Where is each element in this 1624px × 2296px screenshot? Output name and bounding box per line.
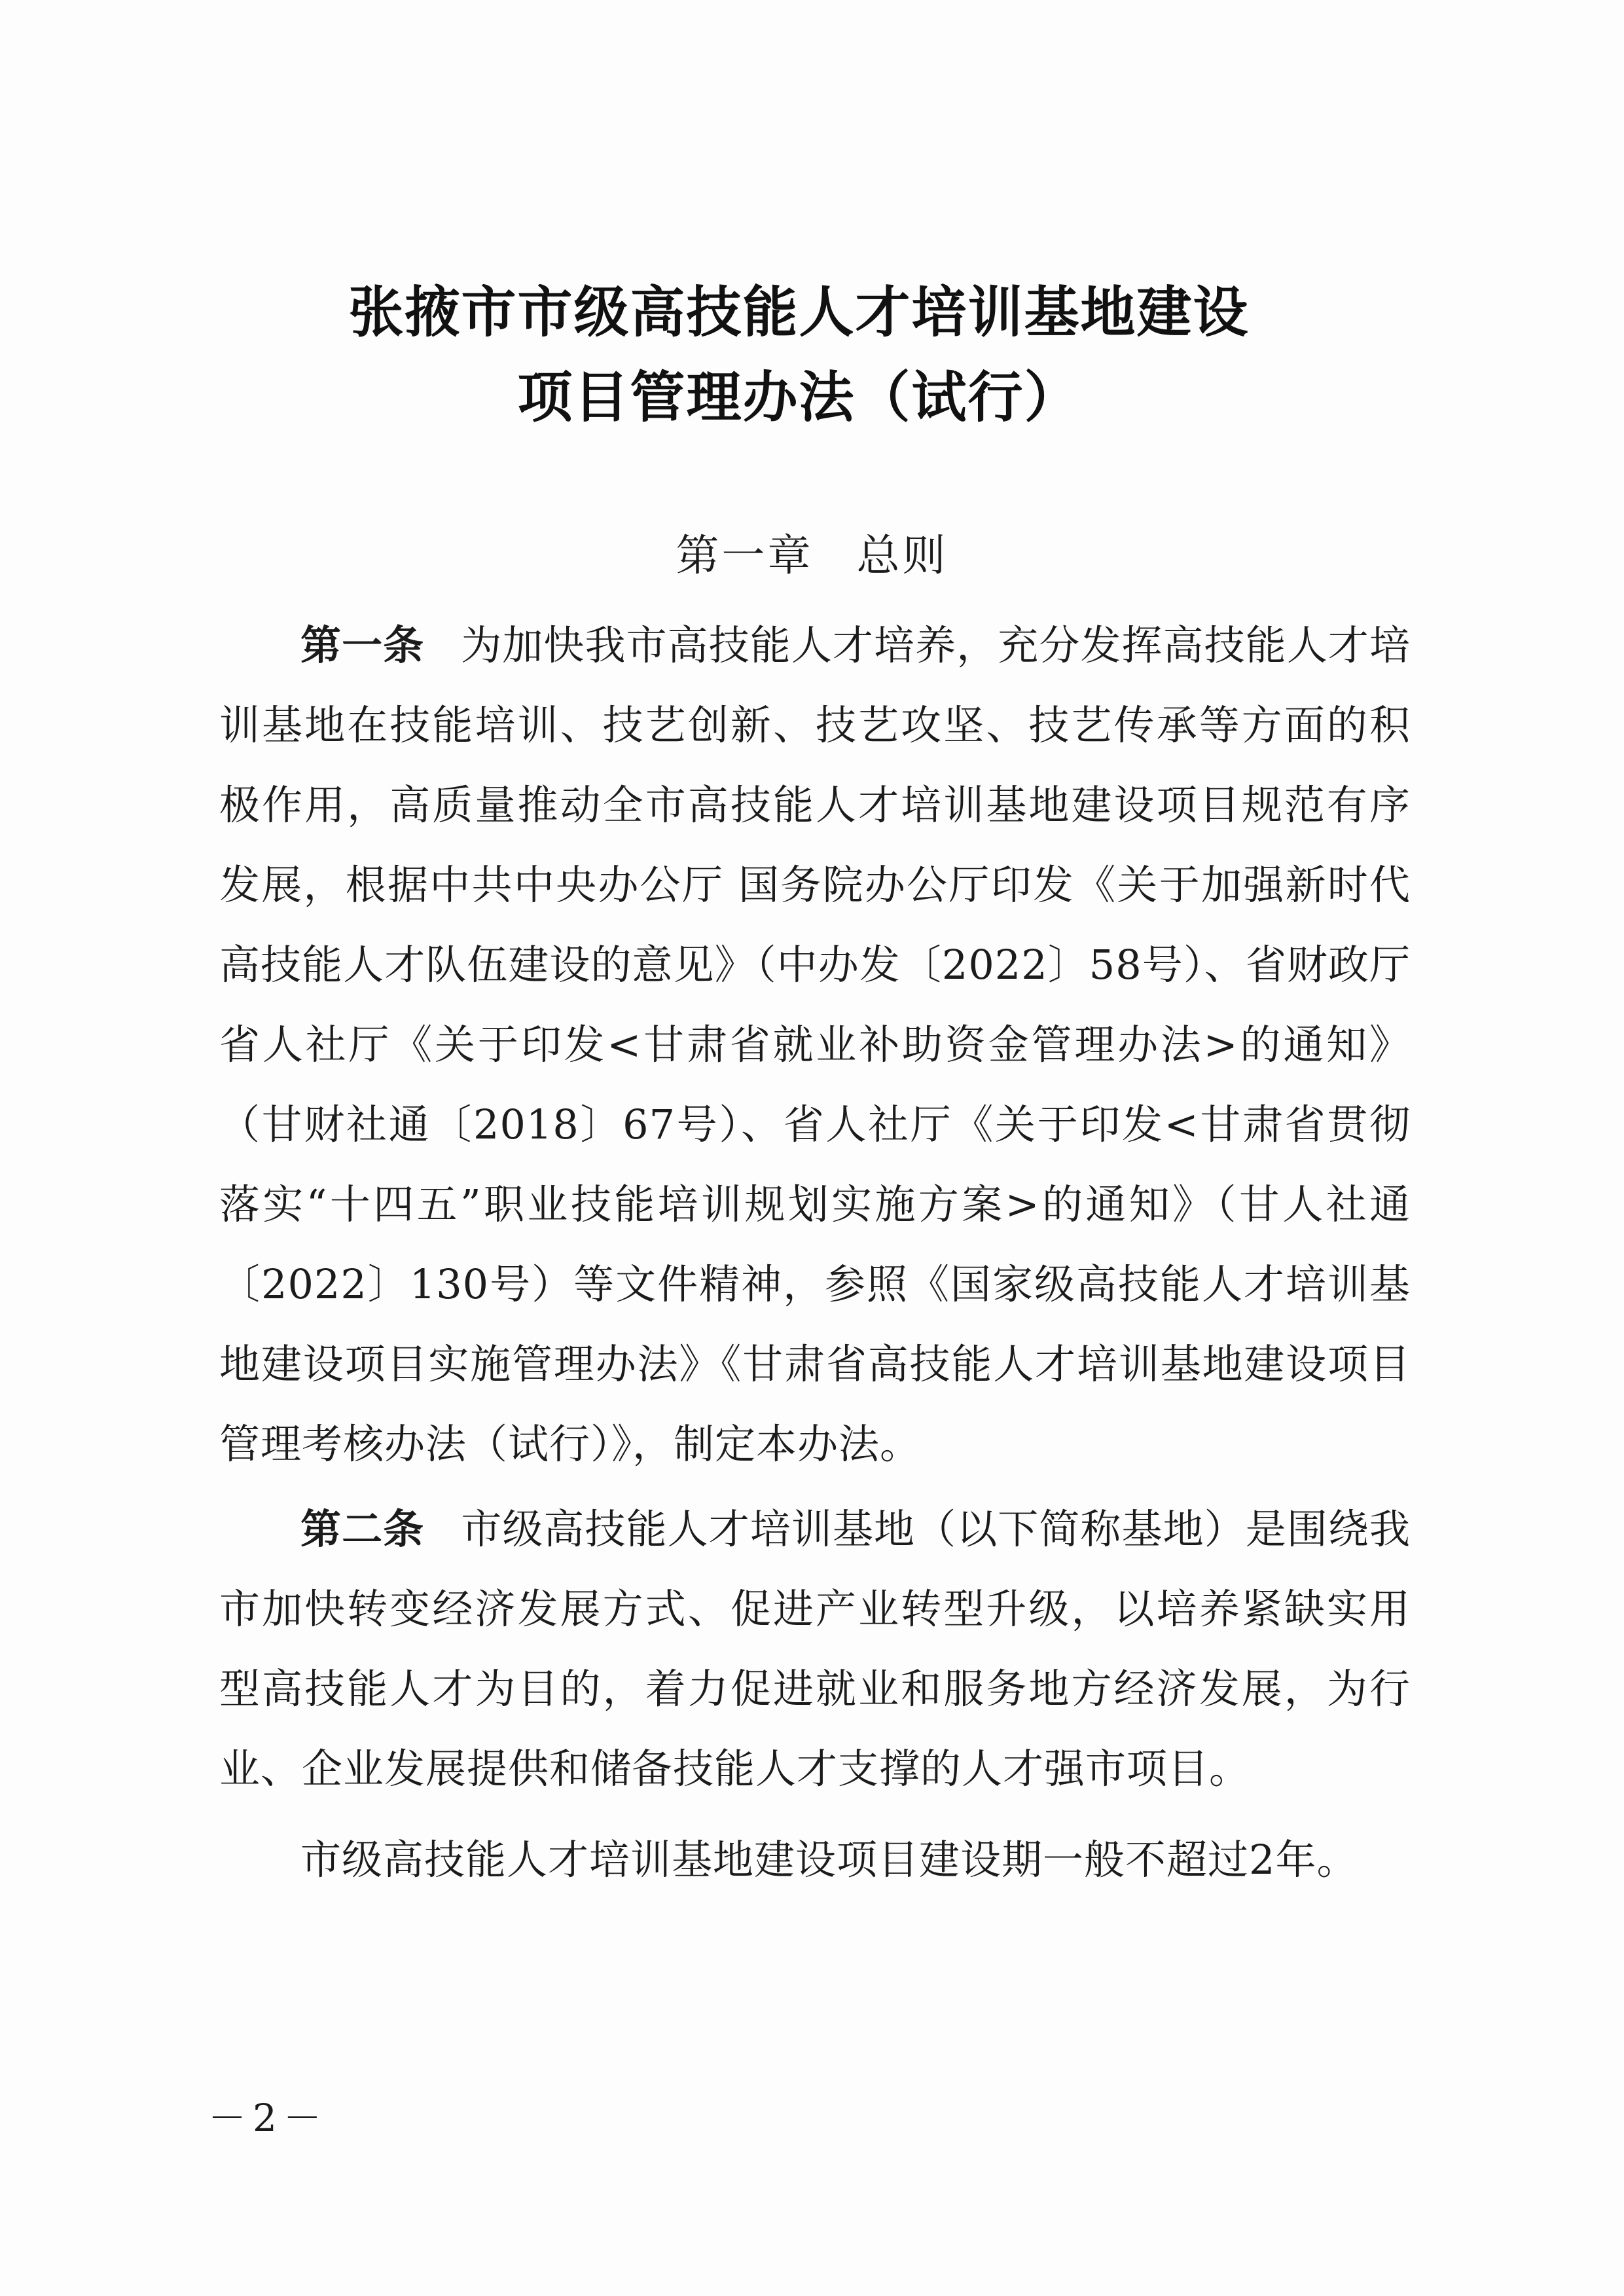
document-title-line-1: 张掖市市级高技能人才培训基地建设 bbox=[348, 280, 1250, 344]
article-2-paragraph bbox=[219, 1489, 1411, 1809]
article-1-text: 为加快我市高技能人才培养，充分发挥高技能人才培训基地在技能培训、技艺创新、技艺攻坚、技艺传承等方面的积极作用，高质量推动全市高技能人才培训基地建设项目规范有序发展，根据中共中央办公厅 国务院办公厅印发《关于加强新时代高技能人才队伍建设的意见》（中办发〔2022〕58号）、省财政厅 省人社厅《关于印发<甘肃省就业补助资金管理办法>的通知》（甘财社通〔2018〕67号）、省人社厅《关于印发<甘肃省贯彻落实“十四五”职业技能培训规划实施方案>的通知》（甘人社通〔2022〕130号）等文件精神，参照《国家级高技能人才培训基地建设项目实施管理办法》《甘肃省高技能人才培训基地建设项目管理考核办法（试行）》，制定本办法。 bbox=[219, 621, 1411, 1468]
article-2-paragraph-2 bbox=[219, 1820, 1411, 1900]
paragraph-3-text: 市级高技能人才培训基地建设项目建设期一般不超过2年。 bbox=[300, 1836, 1358, 1884]
chapter-number: 第一章 bbox=[676, 530, 814, 581]
article-2-text: 市级高技能人才培训基地（以下简称基地）是围绕我市加快转变经济发展方式、促进产业转型升级，以培养紧缺实用型高技能人才为目的，着力促进就业和服务地方经济发展，为行业、企业发展提供和储备技能人才支撑的人才强市项目。 bbox=[219, 1505, 1411, 1793]
article-2-heading: 第二条 bbox=[300, 1505, 425, 1553]
article-1 bbox=[219, 606, 1411, 1484]
document-title-line-2: 项目管理办法（试行） bbox=[517, 365, 1081, 429]
page-number: －2－ bbox=[208, 2096, 328, 2140]
chapter-heading bbox=[0, 520, 1624, 583]
chapter-name: 总则 bbox=[856, 530, 948, 581]
article-2 bbox=[219, 1489, 1411, 1809]
article-1-paragraph bbox=[219, 606, 1411, 1484]
article-1-heading: 第一条 bbox=[300, 621, 425, 669]
